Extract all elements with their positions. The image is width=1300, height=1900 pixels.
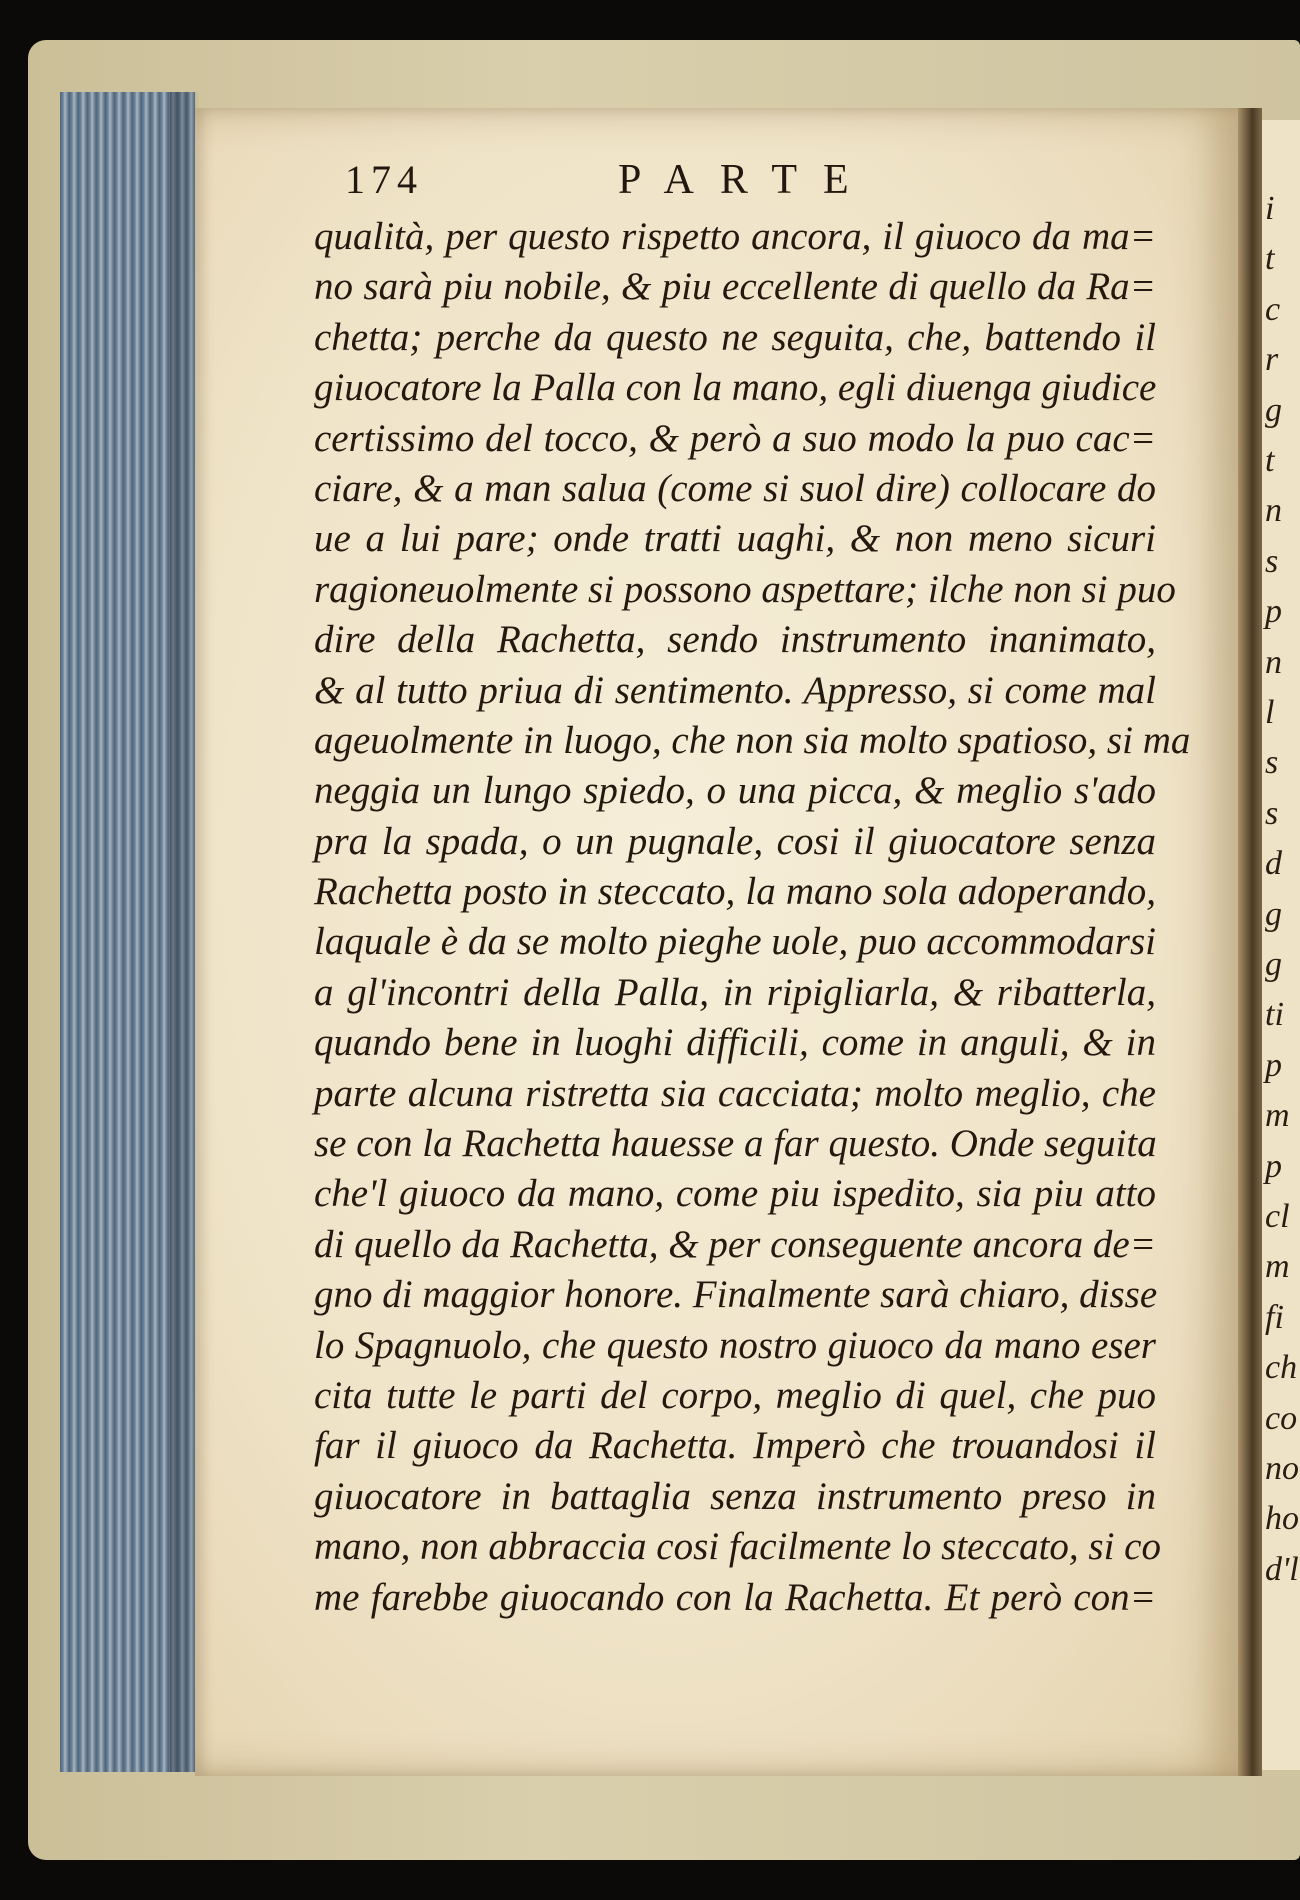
right-page-letter: m bbox=[1265, 1097, 1290, 1135]
text-line: se con la Rachetta hauesse a far questo. Onde seguita bbox=[314, 1122, 1157, 1166]
right-page-letter: fi bbox=[1265, 1298, 1284, 1336]
text-line: qualità, per questo rispetto ancora, il giuoco da ma= bbox=[314, 215, 1156, 258]
text-line: ue a lui pare; onde tratti uaghi, & non meno sicuri bbox=[314, 517, 1156, 561]
right-page-letter: ch bbox=[1265, 1349, 1298, 1387]
running-head: PARTE bbox=[618, 157, 875, 203]
text-line: quando bene in luoghi difficili, come in anguli, & in bbox=[314, 1021, 1156, 1065]
right-page-letter: t bbox=[1265, 442, 1275, 479]
text-line: a gl'incontri della Palla, in ripigliarla, & ribatterla, bbox=[314, 970, 1156, 1014]
right-page-letter: n bbox=[1265, 492, 1282, 530]
right-page-letter: d bbox=[1265, 845, 1282, 883]
text-block bbox=[314, 212, 1191, 1623]
right-page-letter: d'l bbox=[1265, 1550, 1299, 1588]
right-page-letter: s bbox=[1265, 744, 1279, 782]
page-number: 174 bbox=[345, 157, 423, 202]
right-page-letter: cl bbox=[1265, 1198, 1290, 1235]
right-page-letter: ti bbox=[1265, 996, 1284, 1034]
text-line: laquale è da se molto pieghe uole, puo accommodarsi bbox=[314, 920, 1156, 964]
right-page-letter: no bbox=[1265, 1450, 1299, 1487]
right-page-letter: i bbox=[1265, 190, 1275, 227]
text-line: no sarà piu nobile, & piu eccellente di quello da Ra= bbox=[314, 265, 1156, 309]
text-line: lo Spagnuolo, che questo nostro giuoco da mano eser bbox=[314, 1323, 1156, 1367]
right-page-letter: l bbox=[1265, 694, 1275, 731]
right-page-letter: p bbox=[1265, 1046, 1282, 1084]
text-line: che'l giuoco da mano, come piu ispedito, sia piu atto bbox=[314, 1172, 1156, 1216]
text-line: far il giuoco da Rachetta. Imperò che trouandosi il bbox=[314, 1424, 1156, 1468]
text-line: pra la spada, o un pugnale, cosi il giuocatore senza bbox=[314, 819, 1156, 863]
text-line: gno di maggior honore. Finalmente sarà chiaro, disse bbox=[314, 1273, 1158, 1317]
right-page-fragment bbox=[1262, 120, 1300, 1770]
text-line: giuocatore in battaglia senza instrumento preso in bbox=[314, 1474, 1156, 1518]
text-line: mano, non abbraccia cosi facilmente lo steccato, si co bbox=[314, 1525, 1161, 1569]
right-page-letter: p bbox=[1265, 1147, 1282, 1185]
text-line: Rachetta posto in steccato, la mano sola adoperando, bbox=[314, 870, 1156, 914]
right-page-letter: s bbox=[1265, 542, 1279, 580]
right-page-letter: m bbox=[1265, 1248, 1290, 1286]
right-page-letter: g bbox=[1265, 391, 1282, 429]
text-line: di quello da Rachetta, & per conseguente ancora de= bbox=[314, 1222, 1156, 1266]
page-header bbox=[0, 156, 1300, 206]
text-line: me farebbe giuocando con la Rachetta. Et però con= bbox=[314, 1575, 1156, 1619]
right-page-letter: c bbox=[1265, 290, 1281, 328]
text-line: dire della Rachetta, sendo instrumento inanimato, bbox=[314, 618, 1156, 662]
text-line: ragioneuolmente si possono aspettare; ilche non si puo bbox=[314, 567, 1176, 611]
text-line: ciare, & a man salua (come si suol dire) collocare do bbox=[314, 466, 1156, 510]
right-page-letter: g bbox=[1265, 946, 1282, 983]
book-gutter bbox=[1238, 108, 1262, 1776]
text-line: ageuolmente in luogo, che non sia molto spatioso, si ma bbox=[314, 718, 1191, 762]
right-page-letter: n bbox=[1265, 643, 1282, 681]
text-line: chetta; perche da questo ne seguita, che, battendo il bbox=[314, 315, 1156, 359]
right-page-letter: co bbox=[1265, 1399, 1298, 1437]
right-page-letter: r bbox=[1265, 341, 1279, 379]
text-line: giuocatore la Palla con la mano, egli diuenga giudice bbox=[314, 366, 1157, 410]
right-page-letter: g bbox=[1265, 895, 1282, 933]
right-page-letter: t bbox=[1265, 240, 1275, 278]
text-line: certissimo del tocco, & però a suo modo la puo cac= bbox=[314, 416, 1156, 460]
right-page-letter: s bbox=[1265, 794, 1279, 832]
text-line: parte alcuna ristretta sia cacciata; molto meglio, che bbox=[314, 1071, 1156, 1115]
text-line: & al tutto priua di sentimento. Appresso, si come mal bbox=[314, 668, 1156, 712]
text-line: cita tutte le parti del corpo, meglio di quel, che puo bbox=[314, 1373, 1156, 1417]
text-line: neggia un lungo spiedo, o una picca, & meglio s'ado bbox=[314, 769, 1156, 813]
right-page-letter: p bbox=[1265, 593, 1282, 631]
right-page-letter: ho bbox=[1265, 1500, 1299, 1538]
